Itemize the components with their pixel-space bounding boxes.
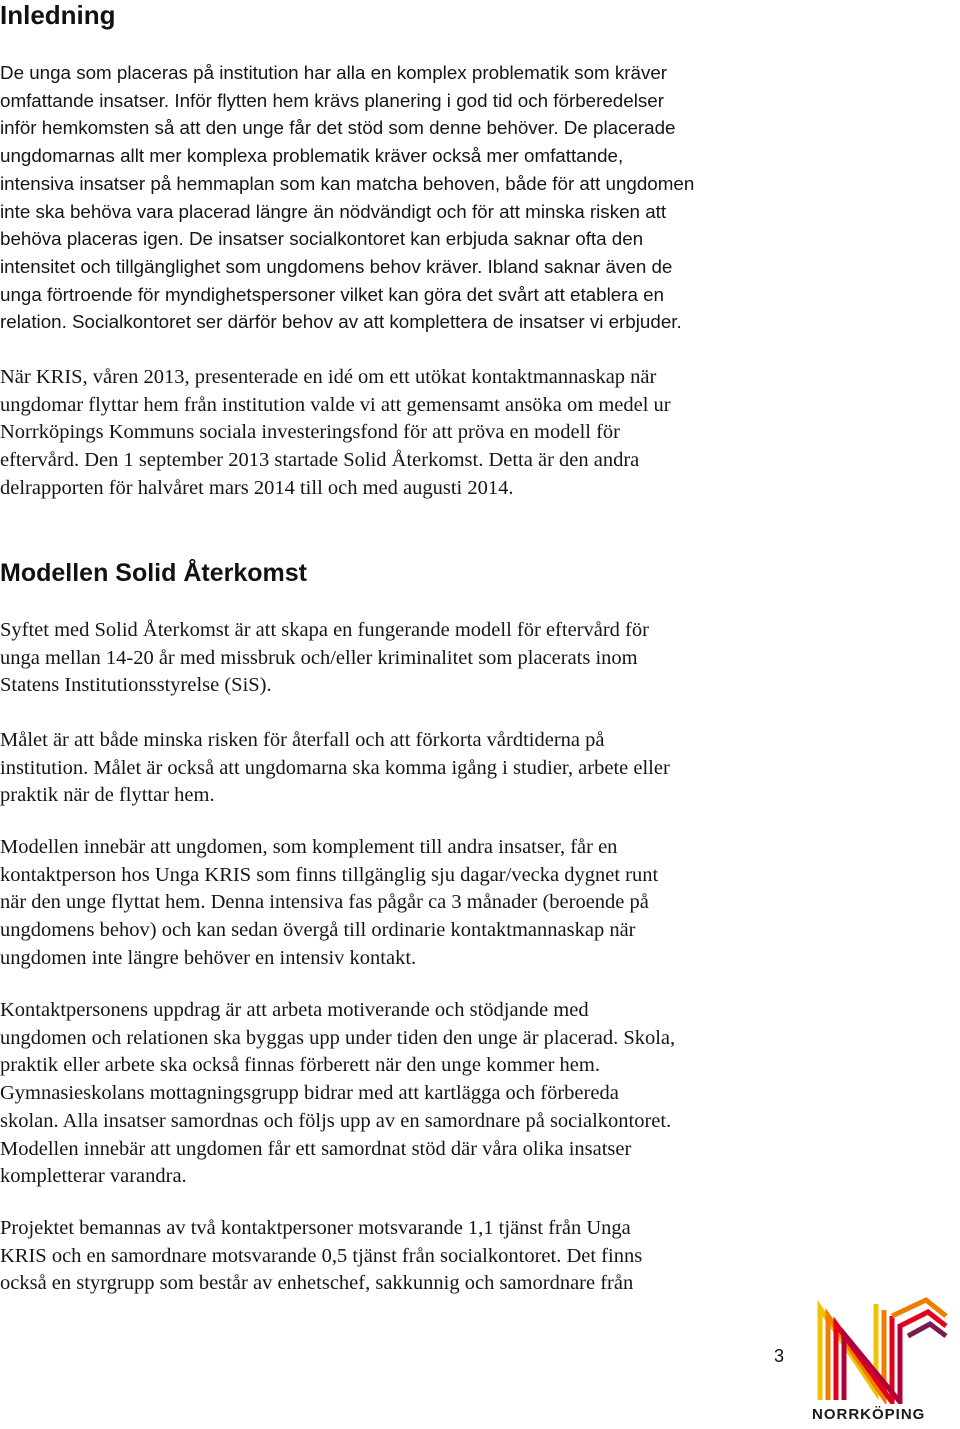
section-heading-modellen: Modellen Solid Återkomst (0, 559, 307, 587)
paragraph-syftet: Syftet med Solid Återkomst är att skapa en fungerande modell för eftervård för unga mellan 14-20 år med missbruk och/eller kriminalitet som placerats inom Statens Institutionsstyrelse (SiS). (0, 619, 649, 697)
logo-wordmark: NORRKÖPING (812, 1406, 926, 1423)
norrkoping-logo (806, 1296, 952, 1428)
paragraph-malet: Målet är att både minska risken för återfall och att förkorta vårdtiderna på institution. Målet är också att ungdomarna ska komma igång i studier, arbete eller praktik när de flyttar hem. (0, 729, 670, 807)
paragraph-projektet: Projektet bemannas av två kontaktpersoner motsvarande 1,1 tjänst från Unga KRIS och en samordnare motsvarande 0,5 tjänst från socialkontoret. Det finns också en styrgrupp som består av enhetschef, sakkunnig och samordnare från (0, 1217, 643, 1295)
paragraph-modellen: Modellen innebär att ungdomen, som komplement till andra insatser, får en kontaktperson hos Unga KRIS som finns tillgänglig sju dagar/vecka dygnet runt när den unge flyttat hem. Denna intensiva fas pågår ca 3 månader (beroende på ungdomens behov) och kan sedan övergå till ordinarie kontaktmannaskap när ungdomen inte längre behöver en intensiv kontakt. (0, 836, 659, 969)
paragraph-kris-proposal: När KRIS, våren 2013, presenterade en idé om ett utökat kontaktmannaskap när ungdomar flyttar hem från institution valde vi att gemensamt ansöka om medel ur Norrköpings Kommuns sociala investeringsfond för att pröva en modell för eftervård. Den 1 september 2013 startade Solid Återkomst. Detta är den andra delrapporten för halvåret mars 2014 till och med augusti 2014. (0, 366, 671, 499)
paragraph-kontaktpersonens: Kontaktpersonens uppdrag är att arbeta motiverande och stödjande med ungdomen och relationen ska byggas upp under tiden den unge är placerad. Skola, praktik eller arbete ska också finnas förberett när den unge kommer hem. Gymnasieskolans mottagningsgrupp bidrar med att kartlägga och förbereda skolan. Alla insatser samordnas och följs upp av en samordnare på socialkontoret. Modellen innebär att ungdomen får ett samordnat stöd där våra olika insatser kompletterar varandra. (0, 999, 676, 1188)
norrkoping-logo-mark-icon (806, 1296, 952, 1404)
paragraph-intro: De unga som placeras på institution har alla en komplex problematik som kräver omfattande insatser. Inför flytten hem krävs planering i god tid och förberedelser inför hemkomsten så att den unge får det stöd som denne behöver. De placerade ungdomarnas allt mer komplexa problematik kräver också mer omfattande, intensiva insatser på hemmaplan som kan matcha behoven, både för att ungdomen inte ska behöva vara placerad längre än nödvändigt och för att minska risken att behöva placeras igen. De insatser socialkontoret kan erbjuda saknar ofta den intensitet och tillgänglighet som ungdomens behov kräver. Ibland saknar även de unga förtroende för myndighetspersoner vilket kan göra det svårt att etablera en relation. Socialkontoret ser därför behov av att komplettera de insatser vi erbjuder. (0, 62, 695, 333)
page-number: 3 (774, 1346, 785, 1366)
section-heading-inledning: Inledning (0, 0, 116, 30)
